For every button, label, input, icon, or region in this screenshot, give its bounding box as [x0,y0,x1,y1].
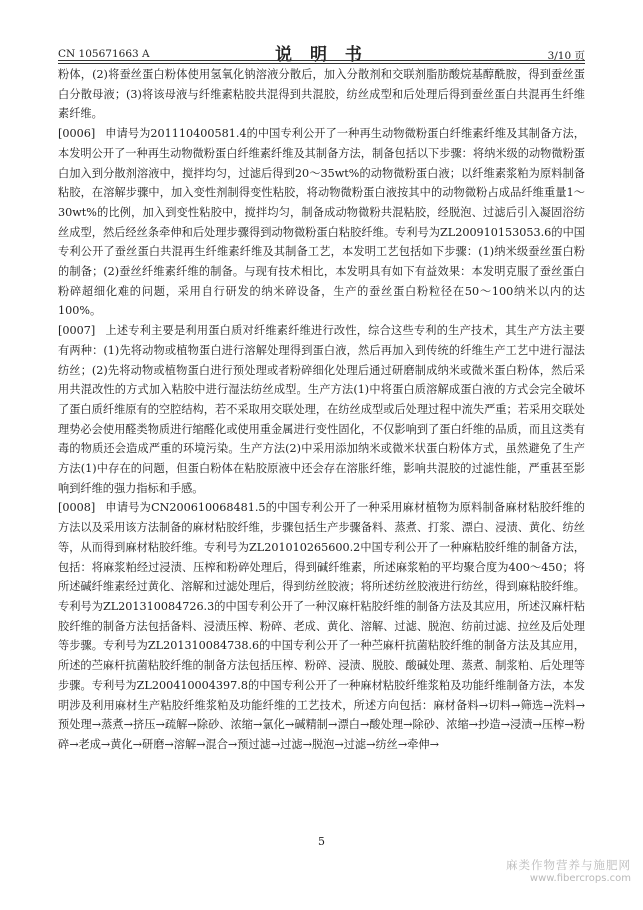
paragraph-text: 粉体，(2)将蚕丝蛋白粉体使用氢氧化钠溶液分散后，加入分散剂和交联剂脂肪酸烷基醇酰胺，得到蚕丝蛋白分散母液；(3)将该母液与纤维素粘胶共混得到共混胶，纺丝成型和后处理后得到蚕丝蛋白共混再生纤维素纤维。 [58,68,585,121]
paragraph-tag: [0007] [58,324,96,338]
watermark-url: www.fibercrops.com [529,873,631,884]
page-number: 5 [318,835,325,848]
paragraph-tag: [0008] [58,501,96,515]
document-title: 说 明 书 [275,45,368,65]
header-rule-bottom [58,63,585,64]
patent-number: CN 105671663 A [58,48,150,60]
description-body [58,65,585,755]
paragraph-text: 申请号为201110400581.4的中国专利公开了一种再生动物微粉蛋白纤维素纤维及其制备方法，本发明公开了一种再生动物微粉蛋白纤维素纤维及其制备方法，制备包括以下步骤：将纳米级的动物微粉蛋白加入到分散剂溶液中，搅拌均匀，过滤后得到20～35wt%的动物微粉蛋白液；以纤维素浆粕为原料制备粘胶，在溶解步骤中，加入变性剂制得变性粘胶，将动物微粉蛋白液按其中的动物微粉占成品纤维重量1～30wt%的比例，加入到变性粘胶中，搅拌均匀，制备成动物微粉共混粘胶，经脱泡、过滤后引入凝固浴纺丝成型，然后经丝条牵伸和后处理步骤得到动物微粉蛋白粘胶纤维。专利号为ZL200910153053.6的中国专利公开了蚕丝蛋白共混再生纤维素纤维及其制备工艺，本发明工艺包括如下步骤：(1)纳米级蚕丝蛋白粉的制备；(2)蚕丝纤维素纤维的制备。与现有技术相比，本发明具有如下有益效果：本发明克服了蚕丝蛋白粉碎超细化难的问题，采用自行研发的纳米碎设备，生产的蚕丝蛋白粉粒径在50～100纳米以内的达100%。 [58,127,585,318]
watermark-name: 麻类作物营养与施肥网 [506,858,631,872]
page-of-indicator: 3/10 页 [547,50,585,62]
site-watermark [506,858,631,886]
paragraph-continued [58,65,585,124]
paragraph-text: 申请号为CN200610068481.5的中国专利公开了一种采用麻材植物为原料制备麻材粘胶纤维的方法以及采用该方法制备的麻材粘胶纤维，步骤包括生产步骤备料、蒸煮、打浆、漂白、浸渍、黄化、纺丝等，从而得到麻材粘胶纤维。专利号为ZL201010265600.2中国专利公开了一种麻粘胶纤维的制备方法，包括：将麻浆粕经过浸渍、压榨和粉碎处理后，得到碱纤维素，所述麻浆粕的平均聚合度为400～450；将所述碱纤维素经过黄化、溶解和过滤处理后，得到纺丝胶液；将所述纺丝胶液进行纺丝，得到麻粘胶纤维。专利号为ZL201310084726.3的中国专利公开了一种汉麻杆粘胶纤维的制备方法及其应用，所述汉麻杆粘胶纤维的制备方法包括备料、浸渍压榨、粉碎、老成、黄化、溶解、过滤、脱泡、纺前过滤、拉丝及后处理等步骤。专利号为ZL201310084738.6的中国专利公开了一种苎麻杆抗菌粘胶纤维的制备方法及其应用，所述的苎麻杆抗菌粘胶纤维的制备方法包括压榨、粉碎、浸渍、脱胶、酸碱处理、蒸煮、制浆粕、后处理等步骤。专利号为ZL200410004397.8的中国专利公开了一种麻材粘胶纤维浆粕及功能纤维制备方法，本发明涉及利用麻材生产粘胶纤维浆粕及功能纤维的工艺技术，所述方向包括：麻材备料→切料→筛选→洗料→预处理→蒸煮→挤压→疏解→除砂、浓缩→氯化→碱精制→漂白→酸处理→除砂、浓缩→抄造→浸渍→压榨→粉碎→老成→黄化→研磨→溶解→混合→预过滤→过滤→脱泡→过滤→纺丝→牵伸→ [58,501,585,751]
paragraph-0007 [58,321,585,498]
header-rule-top [58,60,585,61]
paragraph-text: 上述专利主要是利用蛋白质对纤维素纤维进行改性，综合这些专利的生产技术，其生产方法主要有两种：(1)先将动物或植物蛋白进行溶解处理得到蛋白液，然后再加入到传统的纤维生产工艺中进行湿法纺丝；(2)先将动物或植物蛋白进行预处理或者粉碎细化处理后通过研磨制成纳米或微米蛋白粉体，然后采用共混改性的方式加入粘胶中进行湿法纺丝成型。生产方法(1)中将蛋白质溶解成蛋白液的方式会完全破坏了蛋白质纤维原有的空腔结构，若不采取用交联处理，在纺丝成型或后处理过程中流失严重；若采用交联处理势必会使用醛类物质进行缩醛化或使用重金属进行变性固化，不仅影响到了蛋白纤维的品质，而且这类有毒的物质还会造成严重的环境污染。生产方法(2)中采用添加纳米或微米状蛋白粉体方式，虽然避免了生产方法(1)中存在的问题，但蛋白粉体在粘胶原液中还会存在溶胀纤维，影响共混胶的过滤性能，严重甚至影响到纤维的强力指标和手感。 [58,324,585,495]
paragraph-0008 [58,498,585,754]
paragraph-0006 [58,124,585,321]
paragraph-tag: [0006] [58,127,96,141]
